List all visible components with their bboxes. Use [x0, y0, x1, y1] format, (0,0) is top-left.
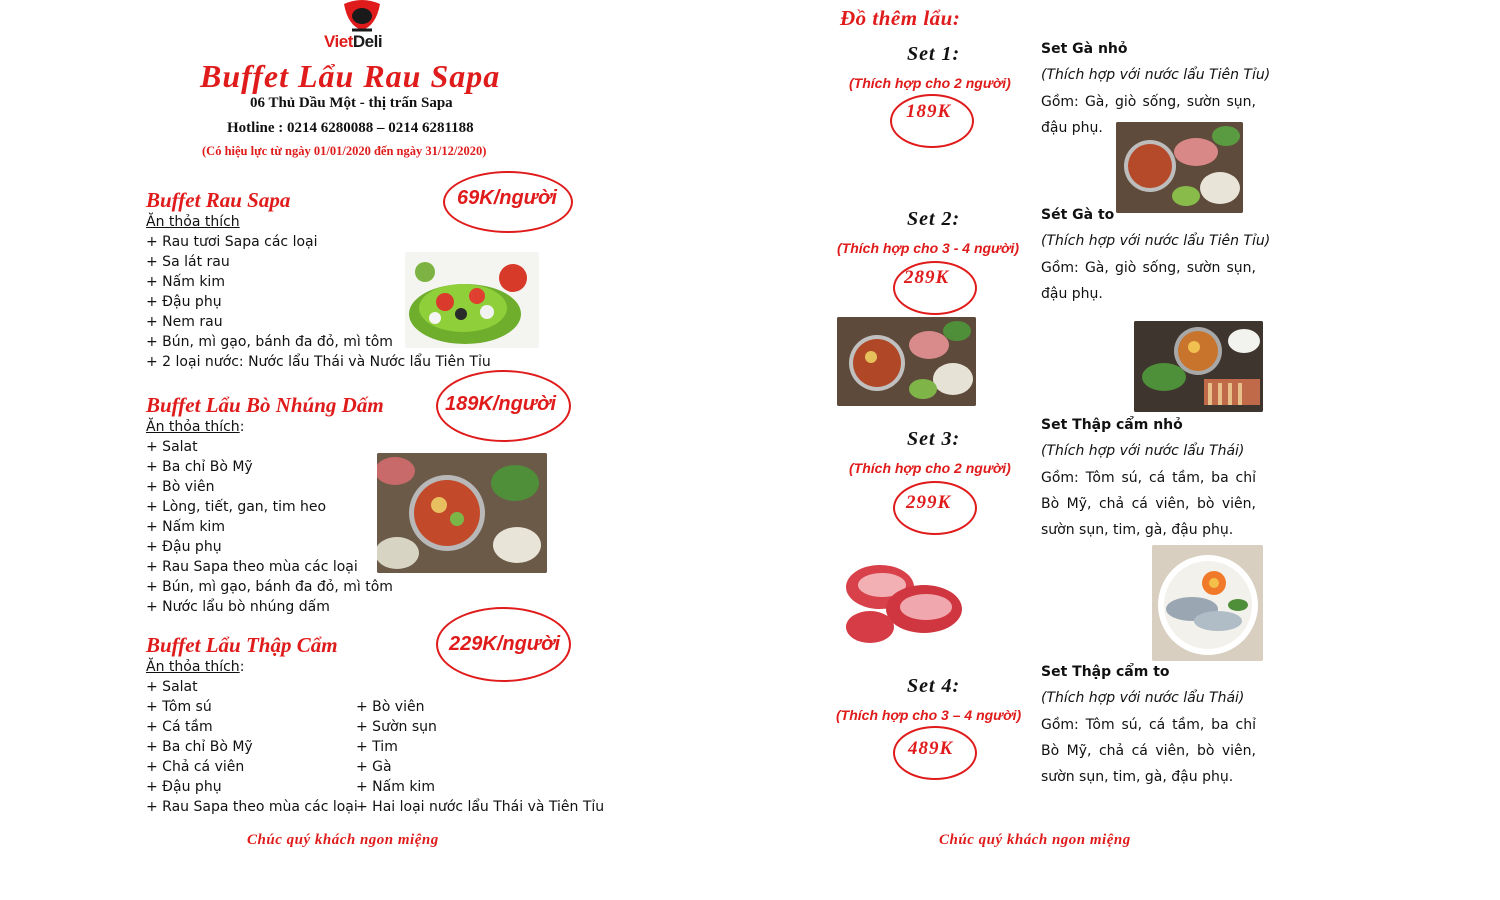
set-suitable: (Thích hợp cho 2 người) — [849, 460, 1011, 476]
detail-name: Set Thập cẩm to — [1041, 664, 1170, 680]
validity-note: (Có hiệu lực từ ngày 01/01/2020 đến ngày 31/12/2020) — [202, 144, 487, 158]
list-item: + 2 loại nước: Nước lẩu Thái và Nước lẩu Tiên Tỉu — [146, 354, 491, 370]
vietdeli-logo — [322, 0, 402, 54]
price-thap-cam: 229K/người — [449, 633, 561, 655]
set-price: 489K — [908, 738, 954, 759]
list-item: + Đậu phụ — [146, 294, 222, 310]
list-item: + Đậu phụ — [146, 779, 222, 795]
list-item: + Nem rau — [146, 314, 223, 330]
salad-photo — [405, 252, 539, 348]
logo-text-viet: Viet — [324, 32, 353, 51]
list-item: + Sườn sụn — [356, 719, 437, 735]
subtitle-colon: : — [239, 419, 245, 435]
subtitle-text: Ăn thỏa thích — [146, 659, 240, 675]
list-item: + Salat — [146, 679, 198, 695]
section-subtitle — [146, 657, 244, 677]
set-suitable: (Thích hợp cho 2 người) — [849, 75, 1011, 91]
set-label: Set 1: — [907, 43, 961, 65]
list-item: + Ba chỉ Bò Mỹ — [146, 739, 253, 755]
detail-desc: Gồm: Gà, giò sống, sườn sụn, đậu phụ. — [1041, 94, 1256, 136]
list-item: + Nấm kim — [356, 779, 435, 795]
set-label: Set 2: — [907, 208, 961, 230]
list-item: + Rau Sapa theo mùa các loại — [146, 799, 358, 815]
subtitle-colon: : — [239, 659, 245, 675]
price-rau-sapa: 69K/người — [457, 187, 557, 209]
menu-title: Buffet Lẩu Rau Sapa — [200, 58, 501, 94]
detail-desc: Gồm: Tôm sú, cá tầm, ba chỉ Bò Mỹ, chả cá viên, bò viên, sườn sụn, tim, gà, đậu phụ. — [1041, 470, 1256, 538]
addons-heading: Đồ thêm lẩu: — [840, 6, 961, 30]
footer-greeting-right: Chúc quý khách ngon miệng — [939, 832, 1131, 848]
list-item: + Bún, mì gạo, bánh đa đỏ, mì tôm — [146, 579, 393, 595]
detail-name: Set Thập cẩm nhỏ — [1041, 417, 1183, 433]
list-item: + Lòng, tiết, gan, tim heo — [146, 499, 327, 515]
price-bo-nhung-dam: 189K/người — [445, 393, 557, 415]
detail-desc: Gồm: Tôm sú, cá tầm, ba chỉ Bò Mỹ, chả cá viên, bò viên, sườn sụn, tim, gà, đậu phụ. — [1041, 717, 1256, 785]
list-item: + Nước lẩu bò nhúng dấm — [146, 599, 330, 615]
list-item: + Rau Sapa theo mùa các loại — [146, 559, 358, 575]
detail-broth: (Thích hợp với nước lẩu Tiên Tỉu) — [1041, 233, 1271, 249]
list-item: + Chả cá viên — [146, 759, 245, 775]
hotpot-flame-icon — [322, 0, 402, 34]
section-subtitle: Ăn thỏa thích — [146, 214, 240, 230]
hotline: Hotline : 0214 6280088 – 0214 6281188 — [227, 120, 474, 136]
set-thap-cam-nho-photo — [1152, 545, 1263, 661]
list-item: + Tim — [356, 739, 398, 755]
list-item: + Rau tươi Sapa các loại — [146, 234, 318, 250]
detail-broth: (Thích hợp với nước lẩu Thái) — [1041, 443, 1245, 459]
list-item: + Đậu phụ — [146, 539, 222, 555]
footer-greeting-left: Chúc quý khách ngon miệng — [247, 832, 439, 848]
set-price: 299K — [906, 492, 952, 513]
list-item: + Ba chỉ Bò Mỹ — [146, 459, 253, 475]
detail-desc: Gồm: Gà, giò sống, sườn sụn, đậu phụ. — [1041, 260, 1256, 302]
set-suitable: (Thích hợp cho 3 - 4 người) — [837, 240, 1020, 256]
thap-cam-items-col2 — [356, 697, 604, 817]
list-item: + Sa lát rau — [146, 254, 230, 270]
hotpot-photo — [377, 453, 547, 573]
set-price: 289K — [904, 267, 950, 288]
list-item: + Salat — [146, 439, 198, 455]
list-item: + Hai loại nước lẩu Thái và Tiên Tỉu — [356, 799, 605, 815]
section-subtitle — [146, 417, 244, 437]
list-item: + Bò viên — [356, 699, 425, 715]
detail-name: Sét Gà to — [1041, 207, 1115, 223]
address: 06 Thủ Dầu Một - thị trấn Sapa — [250, 95, 453, 111]
set-ga-nho-photo — [1116, 122, 1243, 213]
list-item: + Bò viên — [146, 479, 215, 495]
set2-photo — [837, 317, 976, 406]
thap-cam-items-col1 — [146, 677, 358, 817]
set-suitable: (Thích hợp cho 3 – 4 người) — [836, 707, 1022, 723]
section-title-rau-sapa: Buffet Rau Sapa — [146, 188, 291, 212]
logo-text-deli: Deli — [352, 32, 383, 51]
detail-name: Set Gà nhỏ — [1041, 41, 1128, 57]
section-title-bo-nhung-dam: Buffet Lẩu Bò Nhúng Dấm — [146, 393, 384, 417]
list-item: + Nấm kim — [146, 519, 225, 535]
list-item: + Nấm kim — [146, 274, 225, 290]
detail-broth: (Thích hợp với nước lẩu Thái) — [1041, 690, 1245, 706]
set-label: Set 4: — [907, 675, 961, 697]
section-title-thap-cam: Buffet Lẩu Thập Cẩm — [146, 633, 338, 657]
set3-photo — [840, 547, 969, 651]
set-ga-to-photo — [1134, 321, 1263, 412]
list-item: + Bún, mì gạo, bánh đa đỏ, mì tôm — [146, 334, 393, 350]
subtitle-text: Ăn thỏa thích — [146, 419, 240, 435]
list-item: + Tôm sú — [146, 699, 212, 715]
bo-nhung-dam-items — [146, 437, 393, 617]
list-item: + Gà — [356, 759, 392, 775]
list-item: + Cá tầm — [146, 719, 213, 735]
set-price: 189K — [906, 101, 952, 122]
detail-broth: (Thích hợp với nước lẩu Tiên Tỉu) — [1041, 67, 1271, 83]
set-label: Set 3: — [907, 428, 961, 450]
